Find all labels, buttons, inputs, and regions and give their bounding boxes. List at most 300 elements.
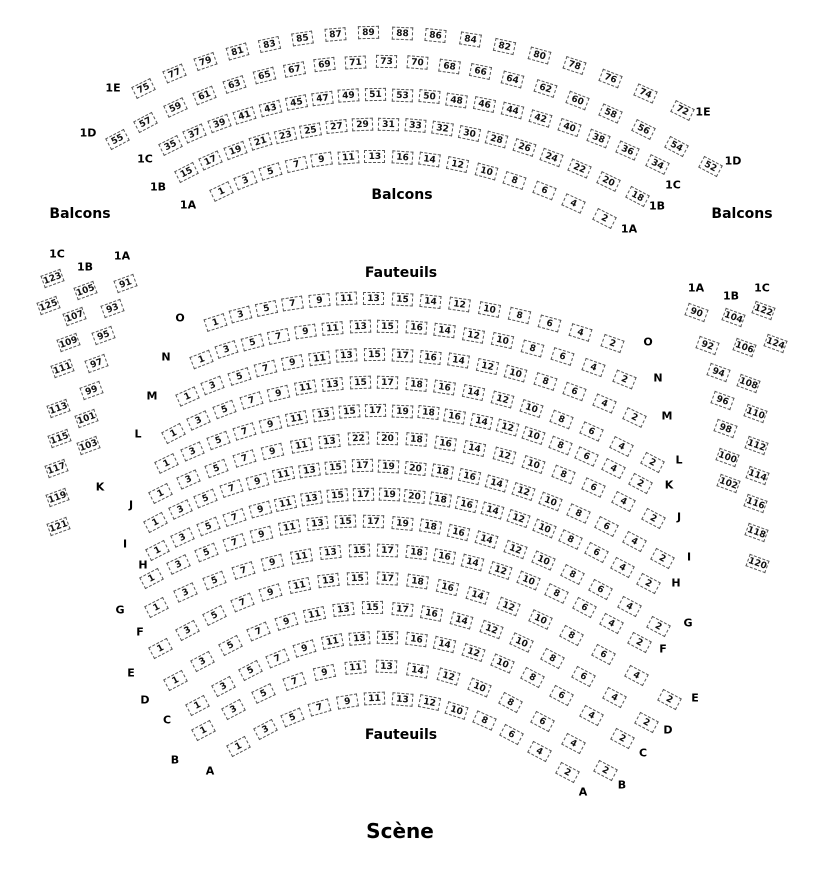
seat-balcony-1B-19[interactable]: 19 [223, 141, 247, 160]
seat-side-left-1B-119[interactable]: 119 [45, 487, 69, 506]
seat-orchestra-B-6[interactable]: 6 [530, 710, 555, 731]
seat-orchestra-O-3[interactable]: 3 [228, 306, 252, 324]
seat-orchestra-L-2[interactable]: 2 [640, 451, 665, 472]
seat-balcony-1C-36[interactable]: 36 [615, 140, 639, 160]
seat-side-left-1B-111[interactable]: 111 [50, 358, 74, 377]
seat-orchestra-O-10[interactable]: 10 [478, 301, 501, 318]
seat-orchestra-L-16[interactable]: 16 [433, 380, 456, 396]
seat-balcony-1C-50[interactable]: 50 [418, 89, 440, 104]
seat-orchestra-H-8[interactable]: 8 [558, 529, 583, 550]
seat-side-right-1B-106[interactable]: 106 [732, 337, 756, 356]
seat-orchestra-L-17[interactable]: 17 [377, 376, 398, 390]
seat-orchestra-E-18[interactable]: 18 [406, 574, 429, 590]
seat-orchestra-J-18[interactable]: 18 [406, 433, 428, 448]
seat-orchestra-I-13[interactable]: 13 [298, 462, 321, 478]
seat-side-right-1A-98[interactable]: 98 [713, 418, 737, 437]
seat-balcony-1D-67[interactable]: 67 [283, 61, 306, 78]
seat-orchestra-I-9[interactable]: 9 [246, 472, 270, 490]
seat-balcony-1B-29[interactable]: 29 [352, 118, 374, 132]
seat-orchestra-K-8[interactable]: 8 [548, 435, 572, 455]
seat-orchestra-G-12[interactable]: 12 [503, 540, 527, 559]
seat-balcony-1E-83[interactable]: 83 [258, 35, 281, 52]
seat-orchestra-D-14[interactable]: 14 [450, 611, 474, 629]
seat-orchestra-N-2[interactable]: 2 [612, 369, 636, 389]
seat-orchestra-D-2[interactable]: 2 [634, 711, 659, 732]
seat-balcony-1E-76[interactable]: 76 [598, 69, 622, 89]
seat-orchestra-F-10[interactable]: 10 [516, 571, 540, 591]
seat-orchestra-B-4[interactable]: 4 [561, 733, 586, 754]
seat-balcony-1B-23[interactable]: 23 [274, 126, 297, 143]
seat-orchestra-D-6[interactable]: 6 [571, 666, 596, 687]
seat-orchestra-M-6[interactable]: 6 [562, 382, 586, 402]
seat-orchestra-C-9[interactable]: 9 [293, 639, 317, 657]
seat-balcony-1D-68[interactable]: 68 [438, 58, 461, 74]
seat-orchestra-H-3[interactable]: 3 [170, 527, 195, 548]
seat-orchestra-N-7[interactable]: 7 [267, 328, 290, 345]
seat-orchestra-L-11[interactable]: 11 [294, 380, 317, 396]
seat-balcony-1A-9[interactable]: 9 [310, 152, 333, 168]
seat-orchestra-M-5[interactable]: 5 [227, 367, 251, 386]
seat-orchestra-K-2[interactable]: 2 [628, 472, 653, 493]
seat-orchestra-H-5[interactable]: 5 [196, 517, 220, 537]
seat-side-right-1A-102[interactable]: 102 [716, 473, 740, 492]
seat-side-left-1B-107[interactable]: 107 [62, 306, 86, 325]
seat-orchestra-E-8[interactable]: 8 [560, 625, 585, 646]
seat-orchestra-G-4[interactable]: 4 [617, 596, 642, 617]
seat-balcony-1D-69[interactable]: 69 [314, 57, 336, 72]
seat-balcony-1C-43[interactable]: 43 [259, 99, 282, 117]
seat-orchestra-J-4[interactable]: 4 [611, 491, 636, 512]
seat-orchestra-D-15[interactable]: 15 [362, 601, 383, 614]
seat-orchestra-C-12[interactable]: 12 [462, 643, 486, 662]
seat-orchestra-K-17[interactable]: 17 [365, 404, 386, 417]
seat-balcony-1D-66[interactable]: 66 [469, 63, 492, 80]
seat-orchestra-K-19[interactable]: 19 [391, 404, 413, 418]
seat-balcony-1D-56[interactable]: 56 [631, 119, 656, 140]
seat-orchestra-J-22[interactable]: 22 [348, 432, 370, 446]
seat-balcony-1B-32[interactable]: 32 [431, 121, 454, 137]
seat-orchestra-I-19[interactable]: 19 [378, 459, 400, 473]
seat-orchestra-F-1[interactable]: 1 [144, 596, 169, 617]
seat-balcony-1D-57[interactable]: 57 [134, 112, 159, 133]
seat-orchestra-M-15[interactable]: 15 [364, 348, 385, 361]
seat-orchestra-D-11[interactable]: 11 [303, 606, 326, 623]
seat-balcony-1B-18[interactable]: 18 [625, 185, 650, 206]
seat-orchestra-A-8[interactable]: 8 [472, 710, 496, 730]
seat-balcony-1D-59[interactable]: 59 [163, 97, 188, 118]
seat-orchestra-C-5[interactable]: 5 [238, 660, 263, 681]
seat-balcony-1C-48[interactable]: 48 [445, 92, 468, 108]
seat-orchestra-G-7[interactable]: 7 [222, 533, 246, 552]
seat-balcony-1E-77[interactable]: 77 [162, 64, 186, 84]
seat-orchestra-K-5[interactable]: 5 [206, 431, 230, 450]
seat-orchestra-D-8[interactable]: 8 [540, 647, 565, 668]
seat-orchestra-N-8[interactable]: 8 [521, 339, 545, 357]
seat-orchestra-A-1[interactable]: 1 [226, 735, 251, 756]
seat-orchestra-M-4[interactable]: 4 [592, 394, 616, 414]
seat-balcony-1C-47[interactable]: 47 [311, 91, 333, 107]
seat-orchestra-I-8[interactable]: 8 [566, 503, 590, 523]
seat-orchestra-I-10[interactable]: 10 [539, 492, 563, 512]
seat-orchestra-F-8[interactable]: 8 [544, 583, 569, 604]
seat-balcony-1B-24[interactable]: 24 [540, 148, 564, 168]
seat-orchestra-H-1[interactable]: 1 [145, 539, 170, 560]
seat-balcony-1D-61[interactable]: 61 [192, 85, 216, 105]
seat-balcony-1B-15[interactable]: 15 [174, 161, 199, 182]
seat-orchestra-O-7[interactable]: 7 [281, 296, 304, 312]
seat-balcony-1B-31[interactable]: 31 [378, 118, 399, 131]
seat-orchestra-G-18[interactable]: 18 [419, 519, 442, 535]
seat-balcony-1D-65[interactable]: 65 [252, 67, 276, 85]
seat-orchestra-E-10[interactable]: 10 [528, 609, 553, 630]
seat-orchestra-O-5[interactable]: 5 [254, 300, 277, 317]
seat-orchestra-C-11[interactable]: 11 [320, 633, 343, 650]
seat-orchestra-D-3[interactable]: 3 [190, 650, 215, 671]
seat-orchestra-J-9[interactable]: 9 [261, 442, 284, 460]
seat-balcony-1C-45[interactable]: 45 [285, 94, 308, 111]
seat-orchestra-E-15[interactable]: 15 [347, 572, 368, 586]
seat-orchestra-A-6[interactable]: 6 [500, 724, 525, 745]
seat-balcony-1B-20[interactable]: 20 [596, 171, 621, 192]
seat-orchestra-E-11[interactable]: 11 [288, 577, 311, 594]
seat-orchestra-E-3[interactable]: 3 [175, 620, 200, 641]
seat-orchestra-I-3[interactable]: 3 [168, 499, 193, 520]
seat-orchestra-J-14[interactable]: 14 [463, 440, 486, 457]
seat-orchestra-C-6[interactable]: 6 [550, 684, 575, 705]
seat-orchestra-N-16[interactable]: 16 [405, 321, 427, 336]
seat-orchestra-K-18[interactable]: 18 [417, 405, 439, 420]
seat-orchestra-I-18[interactable]: 18 [431, 464, 454, 480]
seat-balcony-1D-63[interactable]: 63 [222, 75, 246, 94]
seat-orchestra-F-12[interactable]: 12 [489, 561, 513, 580]
seat-orchestra-A-5[interactable]: 5 [280, 707, 304, 727]
seat-orchestra-L-9[interactable]: 9 [266, 385, 289, 402]
seat-balcony-1B-22[interactable]: 22 [568, 159, 592, 179]
seat-balcony-1B-25[interactable]: 25 [299, 122, 322, 138]
seat-orchestra-J-13[interactable]: 13 [319, 433, 341, 448]
seat-orchestra-A-13[interactable]: 13 [391, 692, 413, 707]
seat-side-right-1C-124[interactable]: 124 [763, 333, 787, 352]
seat-side-left-1A-101[interactable]: 101 [74, 408, 98, 427]
seat-orchestra-O-1[interactable]: 1 [203, 313, 227, 332]
seat-balcony-1E-82[interactable]: 82 [493, 38, 516, 55]
seat-orchestra-D-10[interactable]: 10 [510, 632, 535, 653]
seat-orchestra-H-20[interactable]: 20 [404, 489, 426, 504]
seat-orchestra-A-3[interactable]: 3 [253, 719, 278, 740]
seat-orchestra-E-9[interactable]: 9 [259, 583, 283, 602]
seat-orchestra-G-1[interactable]: 1 [139, 567, 164, 588]
seat-orchestra-O-6[interactable]: 6 [538, 315, 562, 333]
seat-side-right-1B-114[interactable]: 114 [745, 465, 769, 484]
seat-orchestra-J-20[interactable]: 20 [377, 432, 398, 445]
seat-side-right-1A-90[interactable]: 90 [684, 302, 708, 321]
seat-orchestra-C-13[interactable]: 13 [349, 631, 371, 646]
seat-balcony-1C-40[interactable]: 40 [557, 118, 581, 137]
seat-orchestra-E-13[interactable]: 13 [317, 573, 339, 588]
seat-orchestra-I-20[interactable]: 20 [404, 461, 426, 476]
seat-balcony-1E-74[interactable]: 74 [634, 83, 658, 103]
seat-side-right-1A-92[interactable]: 92 [695, 335, 719, 354]
seat-orchestra-F-9[interactable]: 9 [261, 554, 284, 572]
seat-orchestra-N-3[interactable]: 3 [215, 340, 239, 359]
seat-orchestra-B-3[interactable]: 3 [221, 699, 246, 720]
seat-orchestra-J-6[interactable]: 6 [581, 477, 605, 497]
seat-side-right-1A-96[interactable]: 96 [710, 390, 734, 409]
seat-orchestra-K-3[interactable]: 3 [180, 441, 204, 461]
seat-orchestra-B-12[interactable]: 12 [437, 668, 461, 686]
seat-orchestra-L-1[interactable]: 1 [161, 422, 186, 443]
seat-orchestra-H-19[interactable]: 19 [378, 487, 399, 501]
seat-balcony-1E-85[interactable]: 85 [291, 30, 314, 46]
seat-balcony-1A-13[interactable]: 13 [364, 150, 385, 163]
seat-balcony-1A-16[interactable]: 16 [391, 150, 413, 164]
seat-orchestra-D-7[interactable]: 7 [246, 622, 270, 642]
seat-orchestra-C-16[interactable]: 16 [405, 632, 427, 648]
seat-orchestra-A-9[interactable]: 9 [336, 693, 359, 709]
seat-side-right-1B-108[interactable]: 108 [736, 373, 760, 392]
seat-orchestra-F-5[interactable]: 5 [203, 571, 227, 591]
seat-orchestra-C-8[interactable]: 8 [520, 667, 545, 688]
seat-orchestra-I-14[interactable]: 14 [484, 474, 508, 492]
seat-balcony-1A-11[interactable]: 11 [337, 150, 359, 165]
seat-orchestra-O-4[interactable]: 4 [569, 323, 593, 342]
seat-orchestra-B-8[interactable]: 8 [498, 692, 523, 713]
seat-orchestra-L-13[interactable]: 13 [321, 377, 343, 392]
seat-balcony-1D-58[interactable]: 58 [598, 103, 622, 123]
seat-orchestra-E-5[interactable]: 5 [202, 605, 227, 626]
seat-orchestra-J-10[interactable]: 10 [522, 455, 546, 474]
seat-orchestra-F-13[interactable]: 13 [319, 545, 341, 560]
seat-orchestra-I-11[interactable]: 11 [272, 466, 295, 483]
seat-side-right-1B-118[interactable]: 118 [744, 522, 768, 541]
seat-balcony-1A-7[interactable]: 7 [284, 156, 307, 173]
seat-balcony-1E-78[interactable]: 78 [563, 56, 587, 75]
seat-orchestra-G-10[interactable]: 10 [531, 551, 555, 571]
seat-orchestra-G-5[interactable]: 5 [194, 542, 218, 562]
seat-orchestra-H-11[interactable]: 11 [274, 495, 297, 512]
seat-orchestra-K-7[interactable]: 7 [232, 423, 256, 442]
seat-balcony-1E-81[interactable]: 81 [226, 43, 250, 61]
seat-orchestra-B-1[interactable]: 1 [191, 719, 216, 740]
seat-orchestra-L-7[interactable]: 7 [239, 391, 263, 410]
seat-orchestra-G-16[interactable]: 16 [447, 524, 470, 541]
seat-orchestra-M-9[interactable]: 9 [281, 354, 304, 371]
seat-orchestra-M-12[interactable]: 12 [475, 358, 498, 375]
seat-orchestra-E-17[interactable]: 17 [376, 572, 398, 586]
seat-balcony-1E-80[interactable]: 80 [528, 46, 552, 64]
seat-orchestra-F-16[interactable]: 16 [433, 548, 456, 565]
seat-orchestra-B-14[interactable]: 14 [406, 662, 429, 678]
seat-orchestra-N-11[interactable]: 11 [322, 321, 344, 336]
seat-side-left-1A-97[interactable]: 97 [84, 353, 108, 372]
seat-orchestra-L-8[interactable]: 8 [549, 410, 573, 430]
seat-orchestra-G-13[interactable]: 13 [307, 516, 329, 531]
seat-orchestra-H-10[interactable]: 10 [532, 519, 556, 539]
seat-balcony-1A-12[interactable]: 12 [446, 156, 469, 173]
seat-orchestra-C-10[interactable]: 10 [491, 654, 515, 674]
seat-orchestra-O-14[interactable]: 14 [419, 294, 441, 309]
seat-orchestra-J-12[interactable]: 12 [492, 446, 516, 464]
seat-orchestra-G-15[interactable]: 15 [335, 515, 357, 529]
seat-balcony-1A-5[interactable]: 5 [259, 162, 283, 181]
seat-side-right-1B-104[interactable]: 104 [721, 307, 745, 326]
seat-orchestra-I-6[interactable]: 6 [594, 516, 619, 537]
seat-side-left-1B-105[interactable]: 105 [73, 280, 97, 299]
seat-balcony-1B-28[interactable]: 28 [485, 131, 509, 149]
seat-orchestra-M-11[interactable]: 11 [308, 350, 330, 366]
seat-orchestra-K-14[interactable]: 14 [469, 413, 492, 430]
seat-balcony-1D-55[interactable]: 55 [105, 128, 130, 149]
seat-orchestra-L-4[interactable]: 4 [609, 436, 634, 457]
seat-orchestra-I-12[interactable]: 12 [512, 482, 536, 501]
seat-orchestra-E-1[interactable]: 1 [148, 637, 173, 658]
seat-orchestra-G-17[interactable]: 17 [363, 515, 384, 529]
seat-orchestra-J-7[interactable]: 7 [232, 449, 256, 468]
seat-orchestra-K-6[interactable]: 6 [575, 446, 599, 466]
seat-orchestra-C-3[interactable]: 3 [211, 676, 236, 697]
seat-side-left-1A-93[interactable]: 93 [100, 298, 124, 317]
seat-side-right-1C-122[interactable]: 122 [751, 300, 775, 319]
seat-orchestra-N-12[interactable]: 12 [462, 327, 485, 343]
seat-orchestra-J-2[interactable]: 2 [641, 507, 666, 528]
seat-orchestra-E-6[interactable]: 6 [592, 644, 617, 665]
seat-orchestra-L-10[interactable]: 10 [520, 399, 544, 418]
seat-balcony-1C-42[interactable]: 42 [529, 109, 553, 127]
seat-orchestra-I-2[interactable]: 2 [650, 547, 675, 568]
seat-orchestra-L-18[interactable]: 18 [405, 377, 427, 392]
seat-orchestra-M-14[interactable]: 14 [447, 353, 470, 369]
seat-orchestra-D-5[interactable]: 5 [218, 634, 243, 655]
seat-orchestra-F-15[interactable]: 15 [349, 543, 370, 557]
seat-balcony-1A-10[interactable]: 10 [474, 162, 498, 180]
seat-orchestra-F-17[interactable]: 17 [377, 543, 398, 557]
seat-orchestra-A-4[interactable]: 4 [527, 741, 552, 762]
seat-orchestra-L-3[interactable]: 3 [187, 410, 211, 430]
seat-orchestra-O-9[interactable]: 9 [308, 293, 330, 308]
seat-orchestra-J-3[interactable]: 3 [176, 470, 200, 490]
seat-orchestra-B-10[interactable]: 10 [467, 678, 491, 698]
seat-orchestra-M-17[interactable]: 17 [391, 348, 413, 362]
seat-orchestra-N-13[interactable]: 13 [349, 320, 370, 334]
seat-orchestra-C-15[interactable]: 15 [377, 630, 398, 644]
seat-balcony-1E-86[interactable]: 86 [425, 28, 447, 43]
seat-orchestra-L-5[interactable]: 5 [213, 400, 237, 420]
seat-orchestra-I-1[interactable]: 1 [143, 511, 168, 532]
seat-balcony-1B-17[interactable]: 17 [198, 150, 222, 170]
seat-orchestra-I-16[interactable]: 16 [458, 468, 481, 485]
seat-balcony-1C-46[interactable]: 46 [473, 96, 496, 113]
seat-balcony-1D-60[interactable]: 60 [565, 90, 589, 110]
seat-orchestra-D-17[interactable]: 17 [391, 602, 413, 617]
seat-orchestra-O-11[interactable]: 11 [335, 292, 357, 306]
seat-orchestra-F-4[interactable]: 4 [599, 613, 624, 634]
seat-orchestra-M-13[interactable]: 13 [336, 348, 358, 362]
seat-orchestra-M-7[interactable]: 7 [254, 360, 278, 378]
seat-balcony-1A-14[interactable]: 14 [418, 152, 441, 168]
seat-orchestra-B-2[interactable]: 2 [593, 759, 618, 780]
seat-orchestra-B-7[interactable]: 7 [282, 671, 306, 690]
seat-balcony-1D-64[interactable]: 64 [501, 70, 525, 88]
seat-orchestra-H-16[interactable]: 16 [455, 496, 478, 513]
seat-orchestra-I-15[interactable]: 15 [325, 460, 347, 475]
seat-orchestra-M-3[interactable]: 3 [201, 375, 225, 395]
seat-orchestra-A-12[interactable]: 12 [418, 694, 441, 711]
seat-side-right-1B-120[interactable]: 120 [745, 553, 769, 572]
seat-balcony-1C-38[interactable]: 38 [586, 129, 610, 149]
seat-balcony-1A-6[interactable]: 6 [532, 181, 556, 201]
seat-orchestra-C-4[interactable]: 4 [579, 704, 604, 725]
seat-orchestra-A-11[interactable]: 11 [364, 692, 386, 706]
seat-orchestra-H-2[interactable]: 2 [636, 572, 661, 593]
seat-orchestra-E-2[interactable]: 2 [657, 688, 682, 709]
seat-orchestra-F-11[interactable]: 11 [290, 548, 313, 564]
seat-orchestra-H-18[interactable]: 18 [429, 491, 452, 507]
seat-balcony-1D-70[interactable]: 70 [407, 56, 429, 71]
seat-orchestra-G-3[interactable]: 3 [166, 554, 191, 575]
seat-orchestra-J-5[interactable]: 5 [204, 459, 228, 479]
seat-orchestra-E-16[interactable]: 16 [436, 579, 459, 596]
seat-side-left-1B-115[interactable]: 115 [47, 428, 71, 447]
seat-orchestra-F-14[interactable]: 14 [461, 554, 485, 572]
seat-orchestra-B-9[interactable]: 9 [313, 664, 336, 681]
seat-orchestra-J-1[interactable]: 1 [148, 482, 173, 503]
seat-orchestra-H-4[interactable]: 4 [610, 556, 635, 577]
seat-orchestra-I-4[interactable]: 4 [622, 531, 647, 552]
seat-balcony-1A-3[interactable]: 3 [233, 170, 257, 190]
seat-orchestra-K-16[interactable]: 16 [443, 408, 466, 424]
seat-balcony-1C-51[interactable]: 51 [364, 88, 385, 101]
seat-orchestra-K-4[interactable]: 4 [601, 458, 626, 479]
seat-balcony-1D-73[interactable]: 73 [376, 55, 397, 68]
seat-side-left-1B-109[interactable]: 109 [56, 332, 80, 351]
seat-orchestra-M-2[interactable]: 2 [622, 407, 647, 428]
seat-orchestra-H-9[interactable]: 9 [248, 500, 272, 518]
seat-orchestra-G-6[interactable]: 6 [588, 579, 613, 600]
seat-orchestra-K-13[interactable]: 13 [312, 407, 335, 423]
seat-orchestra-C-1[interactable]: 1 [185, 694, 210, 715]
seat-balcony-1C-37[interactable]: 37 [182, 123, 206, 143]
seat-orchestra-F-2[interactable]: 2 [627, 631, 652, 652]
seat-balcony-1E-79[interactable]: 79 [194, 52, 218, 71]
seat-orchestra-N-15[interactable]: 15 [377, 320, 398, 333]
seat-orchestra-O-8[interactable]: 8 [507, 307, 530, 324]
seat-orchestra-N-14[interactable]: 14 [433, 323, 455, 338]
seat-orchestra-H-6[interactable]: 6 [584, 542, 609, 563]
seat-orchestra-D-13[interactable]: 13 [333, 602, 355, 617]
seat-balcony-1E-89[interactable]: 89 [358, 26, 379, 39]
seat-balcony-1B-26[interactable]: 26 [512, 139, 536, 158]
seat-balcony-1D-71[interactable]: 71 [345, 55, 367, 69]
seat-balcony-1C-34[interactable]: 34 [645, 154, 670, 175]
seat-orchestra-L-14[interactable]: 14 [462, 384, 485, 401]
seat-side-right-1B-112[interactable]: 112 [744, 435, 768, 454]
seat-orchestra-A-7[interactable]: 7 [308, 698, 332, 716]
seat-orchestra-A-10[interactable]: 10 [445, 701, 469, 720]
seat-balcony-1A-8[interactable]: 8 [503, 171, 527, 190]
seat-balcony-1B-27[interactable]: 27 [325, 119, 347, 134]
seat-orchestra-J-16[interactable]: 16 [434, 435, 457, 451]
seat-orchestra-I-5[interactable]: 5 [194, 488, 218, 508]
seat-side-left-1A-91[interactable]: 91 [113, 273, 137, 292]
seat-orchestra-G-11[interactable]: 11 [278, 520, 301, 537]
seat-orchestra-H-7[interactable]: 7 [222, 508, 246, 527]
seat-orchestra-O-13[interactable]: 13 [363, 292, 384, 305]
seat-balcony-1A-2[interactable]: 2 [592, 207, 617, 228]
seat-orchestra-I-7[interactable]: 7 [220, 479, 244, 498]
seat-orchestra-D-4[interactable]: 4 [602, 687, 627, 708]
seat-balcony-1C-35[interactable]: 35 [158, 135, 183, 156]
seat-orchestra-D-1[interactable]: 1 [163, 669, 188, 690]
